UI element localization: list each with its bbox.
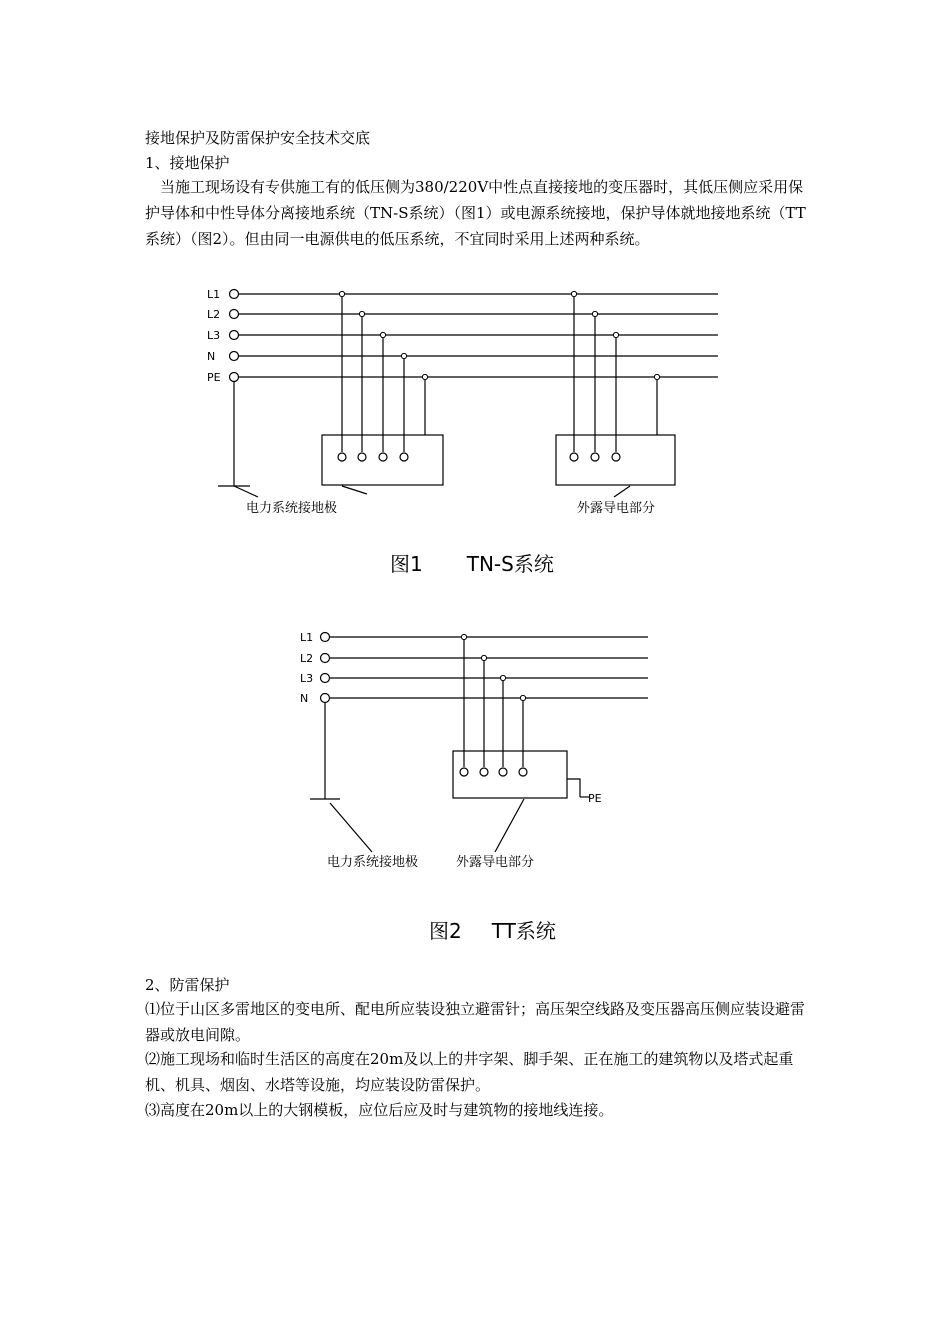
figure-tns-diagram	[195, 280, 735, 520]
figure1-caption-number: 图1	[390, 552, 423, 576]
section-heading-lightning: 2、防雷保护	[145, 976, 230, 994]
figure2-caption	[429, 915, 556, 944]
fig1-label-n: N	[207, 350, 216, 363]
document-title: 接地保护及防雷保护安全技术交底	[145, 129, 371, 147]
grounding-paragraph: 当施工现场设有专供施工有的低压侧为380/220V中性点直接接地的变压器时，其低压侧应采用保护导体和中性导体分离接地系统（TN-S系统）（图1）或电源系统接地，保护导体就地接地系统（TT系统）（图2）。但由同一电源供电的低压系统，不宜同时采用上述两种系统。	[145, 178, 806, 248]
fig1-label-pe: PE	[207, 371, 221, 384]
figure1-caption	[390, 548, 554, 577]
figure2-caption-number: 图2	[429, 919, 462, 943]
fig2-label-l3: L3	[300, 672, 314, 685]
fig2-label-l1: L1	[300, 631, 314, 644]
fig1-label-l2: L2	[207, 308, 221, 321]
figure-tt-diagram	[295, 625, 655, 875]
fig1-exposed-conductive-label: 外露导电部分	[577, 501, 656, 516]
figure2-caption-name: TT系统	[491, 919, 556, 943]
lightning-item-2: ⑵施工现场和临时生活区的高度在20m及以上的井字架、脚手架、正在施工的建筑物以及塔式起重机、机具、烟囱、水塔等设施，均应装设防雷保护。	[145, 1050, 794, 1094]
fig1-label-l3: L3	[207, 329, 221, 342]
lightning-item-1: ⑴位于山区多雷地区的变电所、配电所应装设独立避雷针；高压架空线路及变压器高压侧应装设避雷器或放电间隙。	[145, 1000, 806, 1044]
figure1-caption-name: TN-S系统	[466, 552, 554, 576]
fig2-ground-electrode-label: 电力系统接地极	[327, 855, 419, 870]
fig2-pe-label: PE	[588, 792, 602, 805]
fig2-exposed-conductive-label: 外露导电部分	[456, 855, 535, 870]
section-heading-grounding: 1、接地保护	[145, 154, 230, 172]
fig2-label-l2: L2	[300, 652, 314, 665]
fig1-ground-electrode-label: 电力系统接地极	[246, 501, 338, 516]
lightning-item-3: ⑶高度在20m以上的大钢模板，应位后应及时与建筑物的接地线连接。	[145, 1101, 614, 1119]
fig1-label-l1: L1	[207, 288, 221, 301]
fig2-label-n: N	[300, 692, 309, 705]
